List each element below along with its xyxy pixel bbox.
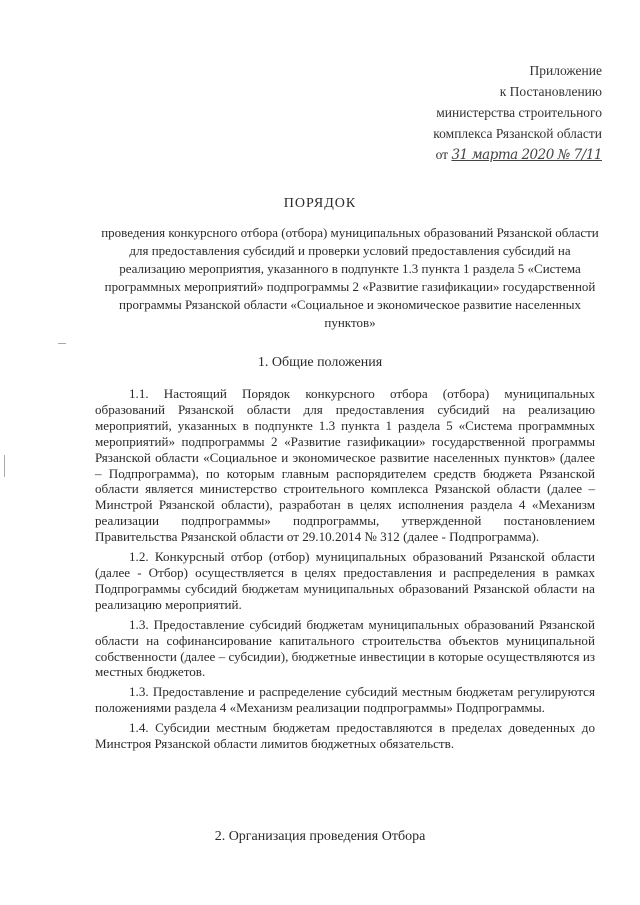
paragraph-1-4: 1.4. Субсидии местным бюджетам предоставляются в пределах доведенных до Минстроя Рязанской области лимитов бюджетных обязательств. <box>95 720 595 752</box>
scan-margin-mark <box>4 455 5 477</box>
approval-line-1: Приложение <box>529 63 602 78</box>
section-1-body <box>95 386 595 756</box>
section-2-heading: 2. Организация проведения Отбора <box>214 829 426 844</box>
section-1-heading: 1. Общие положения <box>257 355 383 370</box>
paragraph-1-3b: 1.3. Предоставление и распределение субсидий местным бюджетам регулируются положениями раздела 4 «Механизм реализации подпрограммы» Подпрограммы. <box>95 684 595 716</box>
approval-line-5 <box>382 144 602 166</box>
paragraph-1-3a: 1.3. Предоставление субсидий бюджетам муниципальных образований Рязанской области на софинансирование капитального строительства объектов муниципальной собственности (далее – субсидии), бюджетные инвестиции в которые осуществляются из местных бюджетов. <box>95 616 595 680</box>
paragraph-1-1: 1.1. Настоящий Порядок конкурсного отбора (отбора) муниципальных образований Рязанской области для предоставления субсидий на реализацию мероприятий, указанных в подпункте 1.3 пункта 1 раздела 5 «Система программных мероприятий» подпрограммы 2 «Развитие газификации» государственной программы Рязанской области «Социальное и экономическое развитие населенных пунктов» (далее – Подпрограмма), по которым главным распорядителем средств бюджета Рязанской области является министерство строительного комплекса Рязанской области (далее – Минстрой Рязанской области), разработан в целях исполнения раздела 4 «Механизм реализации подпрограммы» подпрограммы, утвержденной постановлением Правительства Рязанской области от 29.10.2014 № 312 (далее - Подпрограмма). <box>95 386 595 545</box>
approval-stamp-block <box>382 60 602 166</box>
handwritten-date-signature: 31 марта 2020 № 7/11 <box>451 147 602 163</box>
approval-date-prefix: от <box>435 147 449 162</box>
approval-line-3: министерства строительного <box>436 105 602 120</box>
scan-margin-mark <box>58 343 66 344</box>
approval-line-4: комплекса Рязанской области <box>433 126 602 141</box>
document-subtitle: проведения конкурсного отбора (отбора) муниципальных образований Рязанской области для предоставления субсидий и проверки условий предоставления субсидий на реализацию мероприятия, указанного в подпункте 1.3 пункта 1 раздела 5 «Система программных мероприятий» подпрограммы 2 «Развитие газификации» государственной программы Рязанской области «Социальное и экономическое развитие населенных пунктов» <box>101 225 599 330</box>
paragraph-1-2: 1.2. Конкурсный отбор (отбор) муниципальных образований Рязанской области (далее - Отбор) осуществляется в целях предоставления и распределения в рамках Подпрограммы субсидий бюджетам муниципальных образований Рязанской области на реализацию мероприятий. <box>95 549 595 612</box>
document-title: ПОРЯДОК <box>283 196 357 211</box>
approval-line-2: к Постановлению <box>499 84 602 99</box>
